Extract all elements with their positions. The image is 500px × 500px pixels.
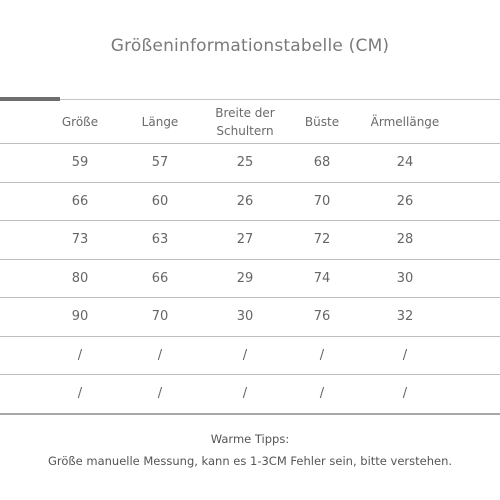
cell-length: / [157, 386, 163, 402]
size-table [0, 100, 500, 415]
header-bust [295, 100, 349, 143]
cell-sleeve-length: / [402, 347, 408, 363]
cell-size: 73 [71, 232, 89, 248]
table-row [0, 183, 500, 222]
cell-shoulder-width: 25 [236, 155, 254, 171]
cell-shoulder-width: 26 [236, 193, 254, 209]
cell-length: 57 [151, 155, 169, 171]
cell-sleeve-length: 26 [396, 193, 414, 209]
cell-bust: 76 [313, 309, 331, 325]
header-shoulder-width-label: Breite der Schultern [215, 105, 275, 138]
warm-tips [0, 428, 500, 472]
cell-sleeve-length: 30 [396, 270, 414, 286]
cell-shoulder-width: 29 [236, 270, 254, 286]
cell-length: / [157, 347, 163, 363]
cell-sleeve-length: 28 [396, 232, 414, 248]
table-header-row [0, 100, 500, 144]
header-bust-label: Büste [304, 114, 340, 129]
cell-bust: 70 [313, 193, 331, 209]
cell-length: 70 [151, 309, 169, 325]
header-length [130, 100, 190, 143]
cell-bust: / [319, 386, 325, 402]
table-row [0, 298, 500, 337]
header-length-label: Länge [141, 114, 179, 129]
cell-size: 90 [71, 309, 89, 325]
cell-size: 80 [71, 270, 89, 286]
tips-text: Größe manuelle Messung, kann es 1-3CM Fehler sein, bitte verstehen. [47, 454, 453, 468]
cell-sleeve-length: 24 [396, 155, 414, 171]
cell-length: 63 [151, 232, 169, 248]
tips-heading: Warme Tipps: [210, 432, 290, 446]
table-row [0, 221, 500, 260]
cell-size: 66 [71, 193, 89, 209]
table-row [0, 144, 500, 183]
cell-shoulder-width: / [242, 347, 248, 363]
cell-bust: 74 [313, 270, 331, 286]
cell-sleeve-length: / [402, 386, 408, 402]
cell-bust: 68 [313, 155, 331, 171]
cell-bust: 72 [313, 232, 331, 248]
cell-shoulder-width: 30 [236, 309, 254, 325]
table-row [0, 260, 500, 299]
table-row [0, 337, 500, 376]
header-sleeve-length [363, 100, 447, 143]
cell-bust: / [319, 347, 325, 363]
cell-size: / [77, 347, 83, 363]
table-row [0, 375, 500, 415]
header-shoulder-width [208, 100, 282, 143]
header-size-label: Größe [61, 114, 99, 129]
cell-size: 59 [71, 155, 89, 171]
page-title: Größeninformationstabelle (CM) [110, 36, 390, 56]
cell-length: 66 [151, 270, 169, 286]
cell-length: 60 [151, 193, 169, 209]
cell-sleeve-length: 32 [396, 309, 414, 325]
cell-size: / [77, 386, 83, 402]
cell-shoulder-width: 27 [236, 232, 254, 248]
header-size [50, 100, 110, 143]
cell-shoulder-width: / [242, 386, 248, 402]
header-sleeve-length-label: Ärmellänge [370, 114, 440, 129]
